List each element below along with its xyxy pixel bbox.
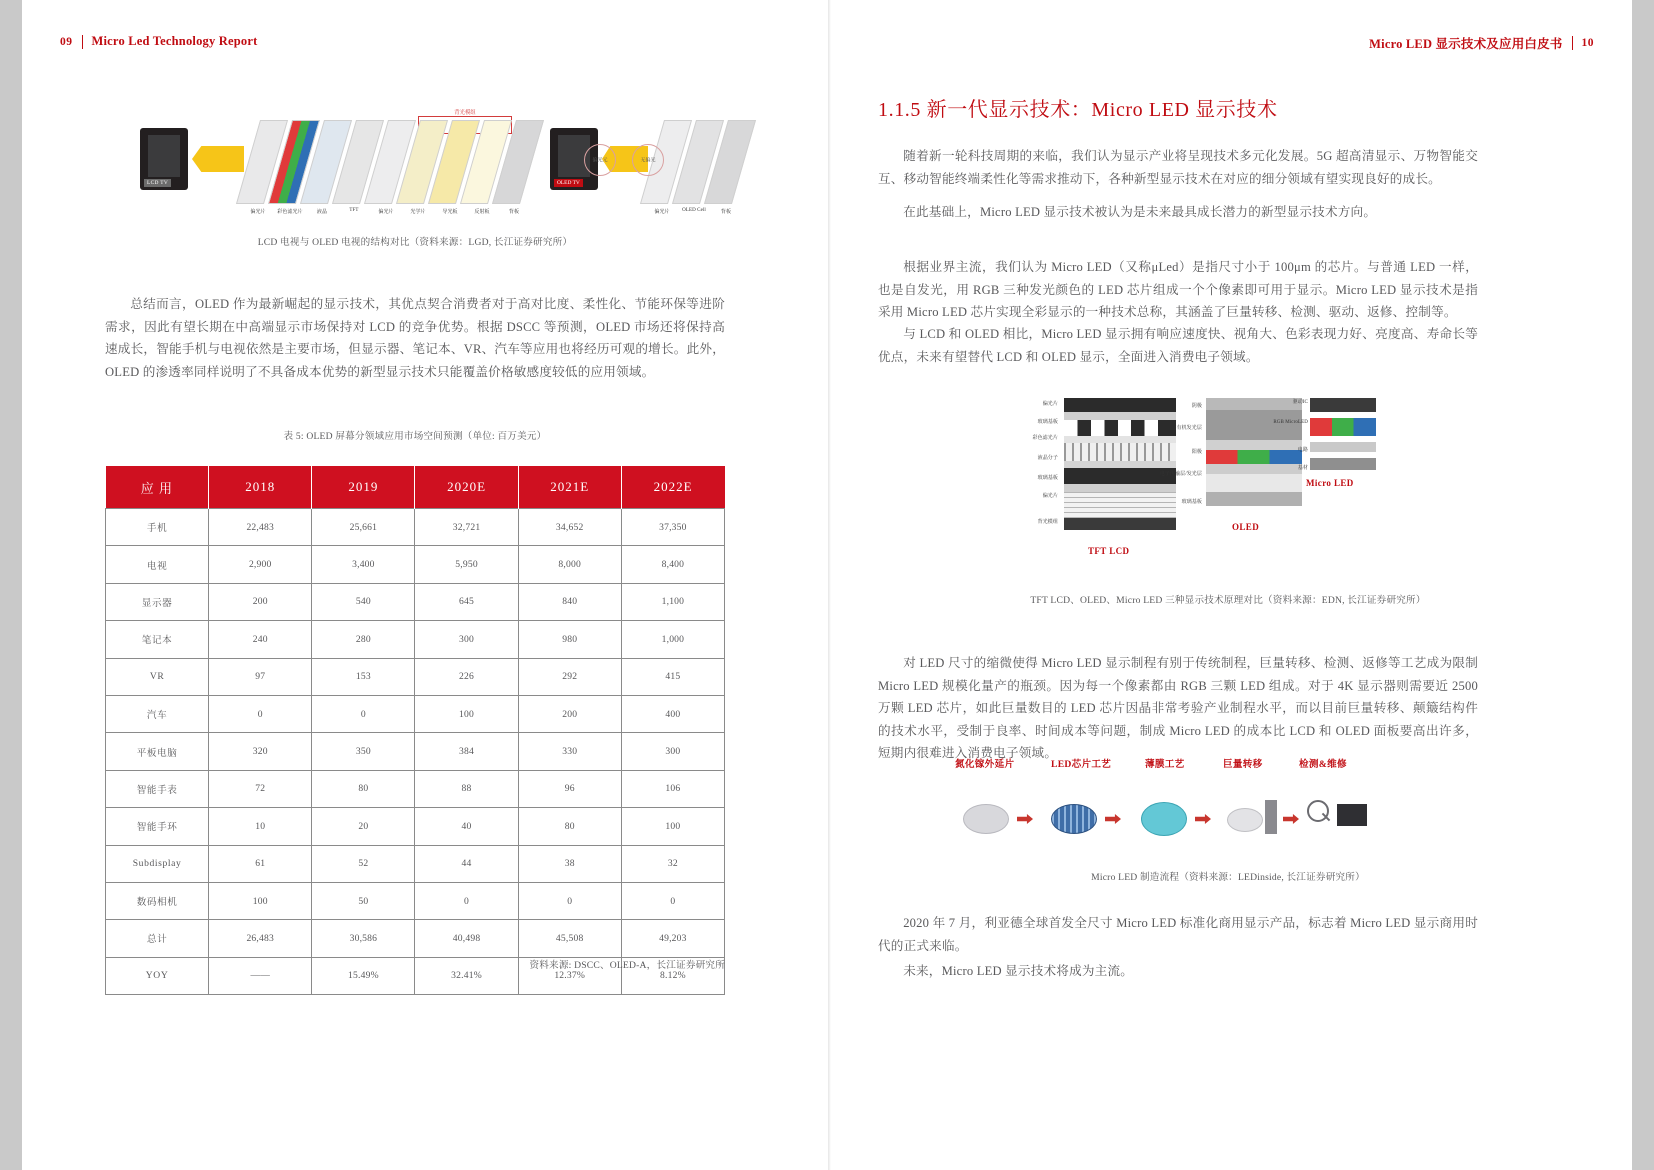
table-cell: 1,100 — [621, 583, 724, 620]
table-cell: 8,400 — [621, 546, 724, 583]
oled-layer-label-1: 偏光片 — [654, 210, 670, 215]
table-cell: 2,900 — [209, 546, 312, 583]
table-row-label: 智能手环 — [106, 808, 209, 845]
table-cell: 200 — [518, 695, 621, 732]
figure1-caption: LCD 电视与 OLED 电视的结构对比（资料来源：LGD, 长江证券研究所） — [257, 237, 573, 248]
table-row-label: 笔记本 — [106, 621, 209, 658]
table-cell: 88 — [415, 770, 518, 807]
lcd-layer-label-4: TFT — [349, 208, 359, 213]
unpolarized-circle-icon — [632, 144, 664, 176]
process-step-1: 氮化镓外延片 — [955, 759, 1015, 770]
wafer-icon-1 — [963, 804, 1009, 834]
lcd-layer-label-3: 液晶 — [316, 210, 328, 215]
closing-paragraph-2: 未来，Micro LED 显示技术将成为主流。 — [903, 964, 1134, 978]
table-cell: 8.12% — [621, 957, 724, 994]
table-row — [106, 808, 725, 845]
table-cell: 37,350 — [621, 509, 724, 546]
table-cell: 1,000 — [621, 621, 724, 658]
table-cell: 3,400 — [312, 546, 415, 583]
figure-process-flow — [955, 756, 1375, 856]
right-paragraph-2: 在此基础上，Micro LED 显示技术被认为是未来最具成长潜力的新型显示技术方向。 — [903, 205, 1377, 219]
tft-lcd-stack — [1064, 398, 1176, 556]
table-cell: 22,483 — [209, 509, 312, 546]
figure2-caption: TFT LCD、OLED、Micro LED 三种显示技术原理对比（资料来源：EDN, 长江证券研究所） — [1030, 595, 1426, 606]
table-row — [106, 621, 725, 658]
table-row-label: 智能手表 — [106, 770, 209, 807]
table-row — [106, 733, 725, 770]
table-cell: 330 — [518, 733, 621, 770]
table-cell: 32 — [621, 845, 724, 882]
table-row — [106, 845, 725, 882]
left-page-header — [60, 34, 257, 49]
table-cell: —— — [209, 957, 312, 994]
table-cell: 96 — [518, 770, 621, 807]
table-cell: 50 — [312, 882, 415, 919]
table-cell: 540 — [312, 583, 415, 620]
lcd-tv-illustration — [140, 128, 188, 190]
table-source: 资料来源: DSCC、OLED-A，长江证券研究所 — [529, 960, 725, 971]
table-cell: 200 — [209, 583, 312, 620]
right-page-header — [1369, 34, 1594, 52]
right-paragraph-4: 与 LCD 和 OLED 相比，Micro LED 显示拥有响应速度快、视角大、色彩表现力好、亮度高、寿命长等优点，未来有望替代 LCD 和 OLED 显示，全面进入消费电子领域。 — [878, 327, 1478, 364]
table-cell: 240 — [209, 621, 312, 658]
lcd-layer-label-8: 反射板 — [474, 210, 490, 215]
table-cell: 100 — [621, 808, 724, 845]
table-row — [106, 583, 725, 620]
table-cell: 0 — [209, 695, 312, 732]
table-cell: 32.41% — [415, 957, 518, 994]
lcd-layer-label-6: 光学片 — [410, 210, 426, 215]
table-row-label: 汽车 — [106, 695, 209, 732]
fig2-mid-label-1: 阴极 — [1191, 404, 1202, 409]
table-cell: 320 — [209, 733, 312, 770]
table-row — [106, 920, 725, 957]
table-cell: 44 — [415, 845, 518, 882]
oled-market-table — [105, 466, 725, 995]
table-col-header-5: 2022E — [621, 466, 724, 509]
inspection-device-icon — [1337, 804, 1367, 826]
fig2-label-5: 玻璃基板 — [1037, 476, 1058, 481]
table-cell: 0 — [312, 695, 415, 732]
right-header-title: Micro LED 显示技术及应用白皮书 — [1369, 37, 1563, 51]
fig2-right-label-2: RGB MicroLED — [1273, 420, 1308, 425]
fig2-label-1: 偏光片 — [1042, 402, 1058, 407]
figure-lcd-vs-oled — [140, 110, 732, 222]
wafer-icon-4 — [1227, 808, 1263, 832]
fig2-label-2: 玻璃基板 — [1037, 420, 1058, 425]
table-cell: 300 — [415, 621, 518, 658]
table-cell: 26,483 — [209, 920, 312, 957]
table-cell: 34,652 — [518, 509, 621, 546]
table-cell: 0 — [415, 882, 518, 919]
process-step-2: LED芯片工艺 — [1051, 759, 1112, 770]
table-cell: 49,203 — [621, 920, 724, 957]
table-cell: 72 — [209, 770, 312, 807]
table-cell: 292 — [518, 658, 621, 695]
left-page — [22, 0, 828, 1170]
table-col-header-3: 2020E — [415, 466, 518, 509]
header-divider — [82, 35, 83, 49]
figure2-brand-label: Micro LED — [1306, 478, 1354, 488]
figure3-caption: Micro LED 制造流程（资料来源：LEDinside, 长江证券研究所） — [1091, 872, 1365, 883]
table-col-header-2: 2019 — [312, 466, 415, 509]
table-row — [106, 658, 725, 695]
table-row — [106, 695, 725, 732]
flow-arrow-2 — [1105, 814, 1121, 824]
figure2-col-title-oled: OLED — [1232, 522, 1260, 532]
process-step-5: 检测&维修 — [1299, 759, 1347, 770]
table-cell: 100 — [209, 882, 312, 919]
table-cell: 15.49% — [312, 957, 415, 994]
table-cell: 350 — [312, 733, 415, 770]
microled-stack — [1306, 398, 1376, 504]
table-cell: 20 — [312, 808, 415, 845]
table-cell: 38 — [518, 845, 621, 882]
table-col-header-4: 2021E — [518, 466, 621, 509]
table-cell: 32,721 — [415, 509, 518, 546]
table-cell: 100 — [415, 695, 518, 732]
header-divider-right — [1572, 36, 1573, 50]
table-cell: 415 — [621, 658, 724, 695]
flow-arrow-1 — [1017, 814, 1033, 824]
right-page — [828, 0, 1632, 1170]
fig2-label-4: 液晶分子 — [1037, 456, 1058, 461]
left-page-number: 09 — [60, 35, 73, 48]
table-row-label: Subdisplay — [106, 845, 209, 882]
table-cell: 0 — [621, 882, 724, 919]
table-cell: 5,950 — [415, 546, 518, 583]
process-step-4: 巨量转移 — [1223, 759, 1263, 770]
table-cell: 106 — [621, 770, 724, 807]
table-cell: 0 — [518, 882, 621, 919]
fig2-right-label-3: 电路 — [1297, 448, 1308, 453]
lcd-layer-label-5: 偏光片 — [378, 210, 394, 215]
table-cell: 384 — [415, 733, 518, 770]
table-cell: 400 — [621, 695, 724, 732]
table-cell: 45,508 — [518, 920, 621, 957]
figure-display-tech-comparison — [1010, 398, 1382, 570]
table-cell: 300 — [621, 733, 724, 770]
table-caption: 表 5: OLED 屏幕分领域应用市场空间预测（单位: 百万美元） — [283, 431, 547, 442]
fig2-mid-label-5: 玻璃基板 — [1181, 500, 1202, 505]
table-header-row — [106, 466, 725, 509]
oled-layer-label-3: 背板 — [720, 210, 732, 215]
fig2-right-label-4: 基材 — [1297, 466, 1308, 471]
table-cell: 80 — [518, 808, 621, 845]
table-row — [106, 509, 725, 546]
fig2-label-6: 偏光片 — [1042, 494, 1058, 499]
lcd-layer-label-7: 导光板 — [442, 210, 458, 215]
light-arrow-icon — [192, 146, 244, 172]
table-row — [106, 882, 725, 919]
table-cell: 61 — [209, 845, 312, 882]
oled-layer-label-2: OLED Cell — [682, 208, 706, 213]
table-row-label: 显示器 — [106, 583, 209, 620]
fig2-mid-label-4: 电子传输层/发光层 — [1159, 472, 1202, 477]
table-cell: 8,000 — [518, 546, 621, 583]
lcd-tv-label: LCD TV — [144, 179, 171, 187]
closing-paragraph-1: 2020 年 7 月，利亚德全球首发全尺寸 Micro LED 标准化商用显示产品，标志着 Micro LED 显示商用时代的正式来临。 — [878, 916, 1478, 953]
table-cell: 280 — [312, 621, 415, 658]
right-paragraph-3: 根据业界主流，我们认为 Micro LED（又称μLed）是指尺寸小于 100μm 的芯片。与普通 LED 一样，也是自发光，用 RGB 三种发光颜色的 LED 芯片组成一个个像素即可用于显示。Micro LED 显示技术是指采用 Micro LED 芯片实现全彩显示的一种技术总称，其涵盖了巨量转移、检测、驱动、返修、控制等。 — [878, 260, 1478, 319]
table-row-label: 手机 — [106, 509, 209, 546]
table-cell: 80 — [312, 770, 415, 807]
wafer-icon-2 — [1051, 804, 1097, 834]
oled-tv-label: OLED TV — [554, 179, 583, 187]
fig2-label-3: 彩色滤光片 — [1032, 436, 1058, 441]
flow-arrow-3 — [1195, 814, 1211, 824]
table-row-label: 总计 — [106, 920, 209, 957]
table-row-label: 数码相机 — [106, 882, 209, 919]
table-row-label: YOY — [106, 957, 209, 994]
backlight-group-label: 背光模组 — [451, 108, 479, 116]
table-cell: 980 — [518, 621, 621, 658]
table-col-header-1: 2018 — [209, 466, 312, 509]
table-cell: 645 — [415, 583, 518, 620]
table-row — [106, 770, 725, 807]
lcd-layer-label-1: 偏光片 — [250, 210, 266, 215]
right-paragraph-5: 对 LED 尺寸的缩微使得 Micro LED 显示制程有别于传统制程，巨量转移、检测、返修等工艺成为限制 Micro LED 规模化量产的瓶颈。因为每一个像素都由 RGB 三颗 LED 组成。对于 4K 显示器则需要近 2500 万颗 LED 芯片，如此巨量数目的 LED 芯片因晶非常考验产业制程水平，而以目前巨量转移、颠簸结构件的技术水平，受制于良率、时间成本等问题，制成 Micro LED 的成本比 LCD 和 OLED 面板要高出许多，短期内很难进入消费电子领域。 — [878, 656, 1478, 760]
fig2-right-label-1: 驱动IC — [1292, 400, 1308, 405]
table-cell: 52 — [312, 845, 415, 882]
right-page-number: 10 — [1581, 37, 1594, 49]
right-paragraph-1: 随着新一轮科技周期的来临，我们认为显示产业将呈现技术多元化发展。5G 超高清显示、万物智能交互、移动智能终端柔性化等需求推动下，各种新型显示技术在对应的细分领域有望实现良好的成长。 — [878, 149, 1478, 186]
lcd-layer-label-2: 彩色滤光片 — [277, 210, 303, 215]
table-row-label: 平板电脑 — [106, 733, 209, 770]
table-col-header-0: 应 用 — [106, 466, 209, 509]
table-cell: 25,661 — [312, 509, 415, 546]
fig2-mid-label-2: 有机发光层 — [1176, 426, 1202, 431]
table-cell: 153 — [312, 658, 415, 695]
table-cell: 40,498 — [415, 920, 518, 957]
circle-label-1: 偏光元 — [592, 158, 608, 164]
wafer-icon-3 — [1141, 802, 1187, 836]
process-step-3: 薄膜工艺 — [1145, 759, 1185, 770]
lcd-layer-label-9: 背板 — [508, 210, 520, 215]
fig2-label-7: 背光模组 — [1037, 520, 1058, 525]
table-cell: 10 — [209, 808, 312, 845]
left-body-paragraph: 总结而言，OLED 作为最新崛起的显示技术，其优点契合消费者对于高对比度、柔性化、节能环保等进阶需求，因此有望长期在中高端显示市场保持对 LCD 的竞争优势。根据 DSCC 等预测，OLED 市场还将保持高速成长，智能手机与电视依然是主要市场，但显示器、笔记本、VR、汽车等应用也将经历可观的增长。此外，OLED 的渗透率同样说明了不具备成本优势的新型显示技术只能覆盖价格敏感度较低的应用领域。 — [105, 297, 725, 379]
polarized-circle-icon — [584, 144, 616, 176]
transfer-head-icon — [1265, 800, 1277, 834]
table-cell: 226 — [415, 658, 518, 695]
table-cell: 97 — [209, 658, 312, 695]
left-header-title: Micro Led Technology Report — [91, 34, 258, 48]
flow-arrow-4 — [1283, 814, 1299, 824]
table-cell: 30,586 — [312, 920, 415, 957]
circle-label-2: 无偏光 — [640, 158, 656, 164]
table-cell: 40 — [415, 808, 518, 845]
table-row — [106, 546, 725, 583]
table-row-label: VR — [106, 658, 209, 695]
table-cell: 12.37% — [518, 957, 621, 994]
table-row-label: 电视 — [106, 546, 209, 583]
fig2-mid-label-3: 阳极 — [1191, 450, 1202, 455]
table-cell: 840 — [518, 583, 621, 620]
figure2-col-title-tftlcd: TFT LCD — [1088, 546, 1130, 556]
section-title: 1.1.5 新一代显示技术：Micro LED 显示技术 — [878, 99, 1278, 121]
